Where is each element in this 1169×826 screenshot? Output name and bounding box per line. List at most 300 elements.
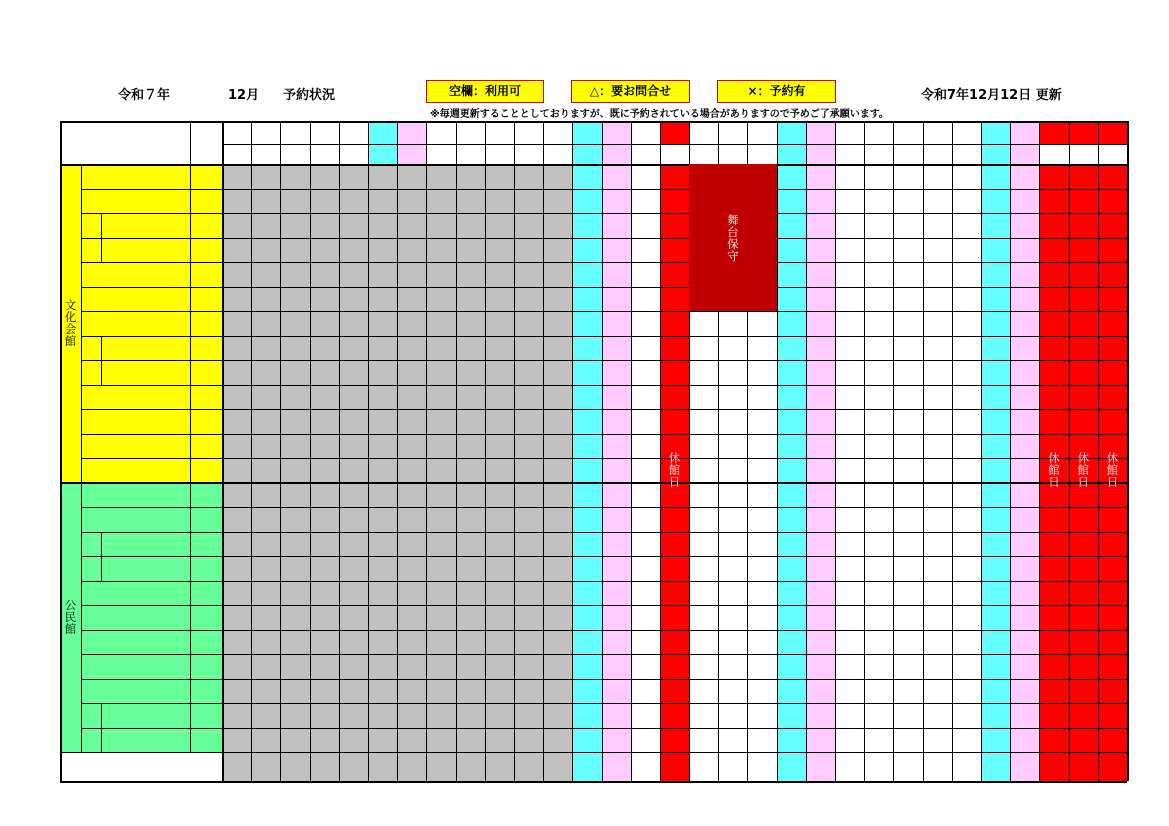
reservation-mark xyxy=(572,262,601,287)
facility-name xyxy=(102,556,190,581)
reservation-mark xyxy=(806,262,835,287)
reservation-mark xyxy=(777,164,806,189)
row-line xyxy=(81,703,1127,704)
day-number xyxy=(835,121,864,144)
facility-name xyxy=(81,654,190,679)
reservation-mark xyxy=(602,605,631,630)
row-line xyxy=(81,287,1127,288)
facility-capacity xyxy=(190,532,222,557)
reservation-mark xyxy=(806,703,835,728)
day-column-line xyxy=(426,121,427,781)
day-column-line xyxy=(923,121,924,781)
weekday-label xyxy=(485,144,514,164)
weekday-label xyxy=(572,144,601,164)
facility-name xyxy=(102,213,190,238)
row-line xyxy=(81,189,1127,190)
day-number xyxy=(339,121,368,144)
reservation-mark xyxy=(1010,409,1039,434)
reservation-mark xyxy=(777,556,806,581)
day-number xyxy=(310,121,339,144)
closed-day-char: 館 xyxy=(1048,463,1060,477)
closed-day-label xyxy=(1069,440,1098,500)
reservation-mark xyxy=(981,728,1010,753)
reservation-mark xyxy=(572,213,601,238)
past-day-bg xyxy=(485,164,514,781)
reservation-mark xyxy=(1010,434,1039,459)
day-number xyxy=(660,121,689,144)
row-line xyxy=(81,213,1127,214)
reservation-mark xyxy=(631,385,660,410)
facility-name xyxy=(81,189,190,214)
facility-capacity xyxy=(190,654,222,679)
row-line xyxy=(81,581,1127,582)
reservation-mark xyxy=(602,360,631,385)
reservation-mark xyxy=(631,311,660,336)
day-number xyxy=(806,121,835,144)
facility-capacity xyxy=(190,458,222,483)
closed-day-char: 館 xyxy=(1106,463,1119,477)
table-bottom-border xyxy=(60,781,1127,783)
day-number xyxy=(864,121,893,144)
reservation-mark xyxy=(1010,728,1039,753)
day-column-line xyxy=(368,121,369,781)
weekday-label xyxy=(339,144,368,164)
facility-header xyxy=(60,121,190,164)
reservation-mark xyxy=(777,507,806,532)
reservation-mark xyxy=(631,703,660,728)
weekday-label xyxy=(1010,144,1039,164)
facility-name xyxy=(81,287,190,312)
reservation-mark xyxy=(1010,287,1039,312)
facility-name xyxy=(81,581,190,606)
day-number xyxy=(368,121,397,144)
stage-maintenance-char: 台 xyxy=(727,224,739,239)
reservation-mark xyxy=(806,311,835,336)
day-number xyxy=(777,121,806,144)
row-line xyxy=(81,556,1127,557)
reservation-mark xyxy=(689,360,718,385)
facility-name xyxy=(102,532,190,557)
past-day-bg xyxy=(251,164,280,781)
facility-capacity xyxy=(190,189,222,214)
closed-day-label xyxy=(660,440,689,500)
facility-name xyxy=(81,630,190,655)
courtyard-label xyxy=(60,752,222,781)
reservation-mark xyxy=(777,458,806,483)
facility-capacity xyxy=(190,434,222,459)
weekday-label xyxy=(893,144,922,164)
day-number xyxy=(602,121,631,144)
reservation-mark xyxy=(572,164,601,189)
facility-capacity xyxy=(190,164,222,189)
reservation-mark xyxy=(777,605,806,630)
row-line xyxy=(81,630,1127,631)
facility-name xyxy=(81,679,190,704)
weekday-label xyxy=(689,144,718,164)
day-number xyxy=(397,121,426,144)
reservation-mark xyxy=(777,262,806,287)
group-label-char: 館 xyxy=(64,622,77,637)
reservation-mark xyxy=(602,311,631,336)
reservation-mark xyxy=(572,189,601,214)
past-day-bg xyxy=(339,164,368,781)
reservation-mark xyxy=(777,409,806,434)
reservation-mark xyxy=(602,336,631,361)
facility-name xyxy=(81,434,190,459)
facility-capacity xyxy=(190,385,222,410)
day-number xyxy=(572,121,601,144)
closed-day-char: 日 xyxy=(668,475,681,489)
day-column-line xyxy=(981,121,982,781)
reservation-mark xyxy=(952,311,981,336)
reservation-mark xyxy=(777,679,806,704)
reservation-mark xyxy=(1010,336,1039,361)
reservation-mark xyxy=(572,409,601,434)
row-line xyxy=(81,654,1127,655)
reservation-mark xyxy=(806,654,835,679)
reservation-mark xyxy=(777,360,806,385)
stage-maintenance-char: 守 xyxy=(727,248,739,263)
day-number xyxy=(543,121,572,144)
weekday-label xyxy=(602,144,631,164)
facility-name xyxy=(102,728,190,753)
facility-name xyxy=(102,336,190,361)
reservation-mark xyxy=(777,630,806,655)
weekday-label xyxy=(631,144,660,164)
facility-name xyxy=(102,238,190,263)
reservation-mark xyxy=(572,483,601,508)
facility-name xyxy=(81,409,190,434)
closed-day-char: 休 xyxy=(1048,451,1060,465)
day-column-line xyxy=(310,121,311,781)
day-column-line xyxy=(514,121,515,781)
reservation-mark xyxy=(777,654,806,679)
table-left-border xyxy=(60,121,62,781)
weekday-label xyxy=(456,144,485,164)
reservation-mark xyxy=(572,311,601,336)
reservation-mark xyxy=(631,360,660,385)
day-number xyxy=(689,121,718,144)
day-number xyxy=(426,121,455,144)
reservation-mark xyxy=(806,434,835,459)
group-label-kominkan xyxy=(60,483,81,753)
row-line xyxy=(81,679,1127,680)
reservation-mark xyxy=(777,703,806,728)
table-right-border xyxy=(1127,121,1129,781)
day-number xyxy=(1039,121,1068,144)
reservation-mark xyxy=(893,311,922,336)
reservation-mark xyxy=(689,409,718,434)
reservation-mark xyxy=(806,556,835,581)
row-line xyxy=(81,409,1127,410)
reservation-mark xyxy=(631,679,660,704)
facility-capacity xyxy=(190,336,222,361)
reservation-mark xyxy=(572,238,601,263)
group-label-char: 館 xyxy=(64,334,77,349)
facility-capacity xyxy=(190,605,222,630)
facility-capacity xyxy=(190,703,222,728)
day-column-line xyxy=(864,121,865,781)
facility-name xyxy=(102,703,190,728)
day-number xyxy=(747,121,776,144)
header-divider xyxy=(222,144,1127,145)
closed-day-char: 日 xyxy=(1106,475,1119,489)
weekday-label xyxy=(923,144,952,164)
day-number xyxy=(485,121,514,144)
reservation-mark xyxy=(1010,360,1039,385)
reservation-mark xyxy=(981,311,1010,336)
day-column-line xyxy=(280,121,281,781)
indent-line xyxy=(101,556,102,581)
closed-day-char: 休 xyxy=(1077,451,1089,465)
stage-maintenance-block xyxy=(689,164,777,311)
reservation-mark xyxy=(777,287,806,312)
legend-inquire: △：要お問合せ xyxy=(571,80,690,103)
reservation-mark xyxy=(572,434,601,459)
update-note: ※毎週更新することとしておりますが、既に予約されている場合がありますので予めご了承願います。 xyxy=(430,109,889,120)
reservation-mark xyxy=(806,164,835,189)
weekday-label xyxy=(864,144,893,164)
day-number xyxy=(251,121,280,144)
day-column-line xyxy=(339,121,340,781)
past-day-bg xyxy=(222,164,251,781)
reservation-mark xyxy=(1010,164,1039,189)
reservation-mark xyxy=(689,336,718,361)
reservation-mark xyxy=(777,728,806,753)
closed-day-char: 館 xyxy=(1077,463,1089,477)
day-number xyxy=(981,121,1010,144)
group-divider xyxy=(81,164,82,752)
reservation-mark xyxy=(806,581,835,606)
reservation-mark xyxy=(806,532,835,557)
month-label: 12月 xyxy=(228,88,260,103)
closed-day-label xyxy=(1098,440,1127,500)
reservation-mark xyxy=(777,238,806,263)
weekday-label xyxy=(1069,144,1098,164)
day-number xyxy=(280,121,309,144)
reservation-mark xyxy=(777,532,806,557)
weekday-label xyxy=(543,144,572,164)
era-label: 令和７年 xyxy=(118,88,171,103)
reservation-mark xyxy=(777,189,806,214)
day-number xyxy=(631,121,660,144)
stage-maintenance-char: 舞 xyxy=(727,212,739,227)
reservation-mark xyxy=(572,556,601,581)
weekday-label xyxy=(397,144,426,164)
day-column-bg xyxy=(602,121,631,781)
facility-capacity xyxy=(190,728,222,753)
group-label-char: 化 xyxy=(64,310,77,325)
reservation-mark xyxy=(572,287,601,312)
facility-capacity xyxy=(190,213,222,238)
reservation-mark xyxy=(981,360,1010,385)
indent-line xyxy=(101,360,102,385)
group-label-char: 文 xyxy=(64,298,77,313)
reservation-mark xyxy=(572,458,601,483)
row-line xyxy=(81,507,1127,508)
reservation-mark xyxy=(1010,213,1039,238)
reservation-mark xyxy=(777,483,806,508)
reservation-mark xyxy=(777,213,806,238)
reservation-mark xyxy=(1010,458,1039,483)
day-column-line xyxy=(456,121,457,781)
day-column-line xyxy=(543,121,544,781)
weekday-label xyxy=(368,144,397,164)
weekday-label xyxy=(806,144,835,164)
day-column-bg xyxy=(981,121,1010,781)
closed-day-char: 休 xyxy=(668,451,681,465)
facility-name xyxy=(81,458,190,483)
weekday-label xyxy=(1039,144,1068,164)
day-number xyxy=(1098,121,1127,144)
indent-line xyxy=(101,238,102,263)
day-number xyxy=(222,121,251,144)
weekday-label xyxy=(718,144,747,164)
reservation-mark xyxy=(806,336,835,361)
closed-day-char: 日 xyxy=(1048,475,1060,489)
closed-day-label xyxy=(1039,440,1068,500)
reservation-mark xyxy=(806,605,835,630)
weekday-label xyxy=(514,144,543,164)
weekday-label xyxy=(777,144,806,164)
reservation-mark xyxy=(572,728,601,753)
weekday-label xyxy=(747,144,776,164)
reservation-mark xyxy=(806,360,835,385)
past-day-bg xyxy=(310,164,339,781)
day-number xyxy=(456,121,485,144)
table-top-border xyxy=(60,121,1127,123)
reservation-mark xyxy=(806,213,835,238)
reservation-mark xyxy=(893,360,922,385)
facility-name xyxy=(102,360,190,385)
row-line xyxy=(81,434,1127,435)
facility-capacity xyxy=(190,581,222,606)
reservation-mark xyxy=(806,630,835,655)
stage-maintenance-char: 保 xyxy=(727,236,739,251)
facility-capacity xyxy=(190,483,222,508)
group-label-bunka xyxy=(60,164,81,483)
facility-name xyxy=(81,311,190,336)
reservation-mark xyxy=(602,385,631,410)
facility-name xyxy=(81,262,190,287)
reservation-mark xyxy=(806,483,835,508)
reservation-mark xyxy=(806,507,835,532)
reservation-mark xyxy=(1010,385,1039,410)
group-label-char: 会 xyxy=(64,322,77,337)
facility-name xyxy=(81,507,190,532)
day-number xyxy=(893,121,922,144)
reservation-mark xyxy=(747,630,776,655)
indent-line xyxy=(101,703,102,728)
day-column-line xyxy=(251,121,252,781)
capacity-header xyxy=(190,121,222,164)
past-day-bg xyxy=(368,164,397,781)
day-number xyxy=(1069,121,1098,144)
weekday-label xyxy=(251,144,280,164)
reservation-mark xyxy=(631,336,660,361)
facility-capacity xyxy=(190,630,222,655)
day-column-line xyxy=(835,121,836,781)
row-line xyxy=(81,458,1127,459)
weekday-label xyxy=(660,144,689,164)
day-column-line xyxy=(485,121,486,781)
reservation-mark xyxy=(806,189,835,214)
reservation-mark xyxy=(747,483,776,508)
facility-capacity xyxy=(190,507,222,532)
indent-line xyxy=(101,213,102,238)
reservation-mark xyxy=(572,703,601,728)
row-line xyxy=(81,728,1127,729)
reservation-mark xyxy=(806,238,835,263)
past-day-bg xyxy=(456,164,485,781)
day-column-line xyxy=(397,121,398,781)
facility-capacity xyxy=(190,679,222,704)
past-day-bg xyxy=(543,164,572,781)
reservation-mark xyxy=(806,728,835,753)
weekday-label xyxy=(310,144,339,164)
facility-name xyxy=(81,605,190,630)
facility-capacity xyxy=(190,556,222,581)
reservation-mark xyxy=(572,532,601,557)
row-line xyxy=(81,532,1127,533)
page-title: 予約状況 xyxy=(283,88,336,103)
day-column-line xyxy=(952,121,953,781)
weekday-label xyxy=(222,144,251,164)
past-day-bg xyxy=(280,164,309,781)
reservation-mark xyxy=(1010,262,1039,287)
facility-name xyxy=(81,483,190,508)
day-column-line xyxy=(602,121,603,781)
row-line xyxy=(60,752,1127,753)
past-day-bg xyxy=(397,164,426,781)
indent-line xyxy=(101,728,102,753)
day-number xyxy=(514,121,543,144)
reservation-mark xyxy=(806,287,835,312)
legend-booked: ×：予約有 xyxy=(717,80,836,103)
day-number xyxy=(923,121,952,144)
facility-name xyxy=(81,385,190,410)
reservation-mark xyxy=(572,360,601,385)
reservation-mark xyxy=(952,336,981,361)
reservation-mark xyxy=(777,581,806,606)
reservation-mark xyxy=(689,434,718,459)
facility-name xyxy=(81,164,190,189)
facility-capacity xyxy=(190,409,222,434)
reservation-mark xyxy=(893,336,922,361)
facility-right-border xyxy=(222,121,224,781)
facility-capacity xyxy=(190,360,222,385)
facility-capacity xyxy=(190,262,222,287)
reservation-mark xyxy=(572,507,601,532)
reservation-mark xyxy=(1010,189,1039,214)
reservation-mark xyxy=(1010,311,1039,336)
weekday-label xyxy=(981,144,1010,164)
reservation-mark xyxy=(572,679,601,704)
weekday-label xyxy=(952,144,981,164)
reservation-mark xyxy=(806,679,835,704)
reservation-mark xyxy=(952,360,981,385)
day-number xyxy=(718,121,747,144)
group-label-char: 公 xyxy=(64,598,77,613)
reservation-mark xyxy=(806,458,835,483)
reservation-mark xyxy=(777,311,806,336)
past-day-bg xyxy=(514,164,543,781)
weekday-label xyxy=(1098,144,1127,164)
past-day-bg xyxy=(426,164,455,781)
group-label-char: 民 xyxy=(64,610,77,625)
reservation-mark xyxy=(806,409,835,434)
reservation-mark xyxy=(1010,238,1039,263)
